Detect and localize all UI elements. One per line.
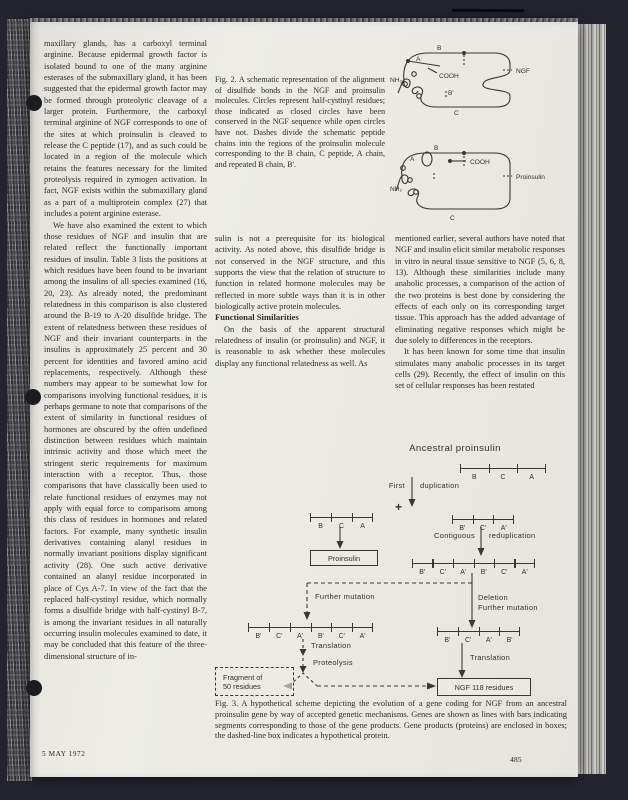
column-left	[44, 38, 207, 750]
label-cooh: COOH	[470, 159, 490, 166]
gene-segment-label: C	[339, 523, 344, 530]
gene-segment-label: A'	[485, 637, 492, 644]
label-nh2: NH₂	[390, 77, 403, 84]
label-proteolysis: Proteolysis	[313, 658, 353, 667]
section-heading: Functional Similarities	[215, 312, 299, 323]
gene-segment-label: C'	[479, 525, 487, 532]
label-a-chain: A	[410, 156, 415, 163]
fig2-caption: Fig. 2. A schematic representation of the alignment of disulfide bonds in the NGF and proinsulin molecules. Circles represent half-cystinyl residues; those indicated as closed circles have been conserved in the NGF sequence while open circles have not. Dashes divide the schematic peptide chains into the regions of the proinsulin molecule corresponding to the B chain, C peptide, A chain, and repeated B chain, B'.	[215, 75, 385, 169]
label-b-prime: B'	[448, 90, 454, 97]
label-plus: +	[395, 500, 403, 514]
label-translation-left: Translation	[311, 641, 352, 650]
ngf-schematic	[390, 45, 530, 117]
fig3-title: Ancestral proinsulin	[409, 443, 501, 454]
label-c-peptide: C	[450, 215, 455, 222]
gene-segment-label: B'	[459, 525, 466, 532]
gene-line-reduplicated	[412, 559, 535, 576]
paragraph: We have also examined the extent to which those residues of NGF and insulin that are related reflect the functionally important residues of insulin. Table 3 lists the positions at which residues have been found to be invariant among the insulins of all species examined (16, 20, 23). As already noted, the predominant relatedness in this comparison is also clustered around the B-19 to A-20 disulfide bridge. The extent of relatedness between these residues of NGF and their invariant counterparts in the insulins is approximately 25 percent and 30 percent for identities and favored amino acid replacements, respectively. Although these numbers may appear to be somewhat low for comparisons involving functional residues, it is perhaps germane to note that comparisons of the extent of similarity in functional residues of hormones are obscured by the often undefined distinction between residues which maintain intrinsic activity and those which meet the stringent steric requirements for maximum interaction with a receptor. Thus, those comparisons that have classically been used to relate functional residues of enzymes may not apply with equal force to comparisons among this class of residues in hormones and related factors. For example, many synthetic insulin derivatives containing alanyl residues in normally invariant positions display significant activity (28). One such active derivative contained an alanyl residue incorporated in place of Cys A-7. In view of the fact that the replaced half-cystinyl residue, which normally forms a disulfide bridge with half-cystinyl B-7, is among the invariant residues in all naturally occurring insulin molecules examined to date, it may be concluded that this feature of the three-dimensional structure of in-	[44, 220, 207, 661]
paragraph: maxillary glands, has a carboxyl terminal arginine. Because epidermal growth factor is isolated bound to one of the many arginine esterases of the submaxillary gland, it has been suggested that the epidermal growth factor may be formed through proteolytic cleavage of a larger protein. Furthermore, the carboxyl terminal arginine of NGF corresponds to one of the sites at which proinsulin is cleaved to release the C peptide (17), and as such could be located in a region of the molecule which retains the features necessary for the limited proteolysis required in zymogen activation. In fact, NGF exists within the submaxillary gland as a part of a multiprotein complex (27) that includes a potent arginine esterase.	[44, 39, 207, 219]
label-further-mutation-left: Further mutation	[315, 592, 375, 601]
ink-dot	[26, 680, 42, 696]
proinsulin-box-label: Proinsulin	[327, 553, 361, 563]
label-c-peptide: C	[454, 110, 459, 117]
fragment-box-line2: 50 residues	[223, 681, 261, 691]
label-a-chain: A	[416, 56, 421, 63]
label-reduplication: reduplication	[489, 531, 536, 540]
gene-segment-label: A'	[521, 569, 528, 576]
gene-segment-label: C'	[501, 569, 508, 576]
label-proinsulin: Proinsulin	[516, 174, 545, 181]
gene-line-mutated	[248, 623, 373, 640]
paper-page	[30, 22, 578, 777]
fig3-diagram	[215, 443, 577, 700]
gene-segment-label: C'	[464, 637, 472, 644]
label-nh2: NH₂	[390, 186, 403, 193]
column-right	[395, 233, 565, 447]
gene-segment-label: A'	[297, 633, 304, 640]
label-further-mutation-right: Further mutation	[478, 603, 538, 612]
gene-segment-label: B	[472, 474, 477, 481]
fragment-box-line1: Fragment of	[223, 672, 263, 682]
page-number: 485	[510, 755, 522, 764]
ink-dot	[25, 389, 41, 405]
label-translation-right: Translation	[470, 653, 511, 662]
gene-segment-label: C	[500, 474, 506, 481]
label-b-chain: B	[437, 45, 442, 52]
ink-dot	[26, 95, 42, 111]
label-ngf: NGF	[516, 68, 530, 75]
fig2-schematics	[390, 33, 578, 238]
gene-line-original	[310, 513, 373, 530]
proinsulin-box	[310, 550, 378, 566]
label-cooh: COOH	[439, 73, 459, 80]
gene-segment-label: B	[318, 523, 323, 530]
gene-line-ancestral	[460, 464, 546, 481]
ngf-box-label: NGF 118 residues	[454, 682, 514, 692]
gene-segment-label: A	[360, 523, 365, 530]
fragment-box	[215, 667, 294, 696]
gene-segment-label: B'	[480, 569, 487, 576]
gene-segment-label: B'	[255, 633, 262, 640]
paragraph: mentioned earlier, several authors have noted that NGF and insulin elicit similar metabolic responses in vitro in neural tissue sensitive to NGF (5, 6, 8, 13). Although these similarities include many anabolic processes, a comparison of the action of the two proteins is best done by considering the effects of each only on its corresponding target tissue. This approach has the added advantage of eliminating negative responses which might be due solely to differences in the receptors.	[395, 234, 565, 346]
label-duplication: duplication	[420, 481, 460, 490]
label-deletion: Deletion	[478, 593, 508, 602]
fig3-caption: Fig. 3. A hypothetical scheme depicting the evolution of a gene coding for NGF from an ancestral proinsulin gene by way of accepted genetic mechanisms. Genes are shown as lines with bars indicating segments corresponding to those of the gene products. Gene products (proteins) are enclosed in boxes; the dashed-line box indicates a hypothetical protein.	[215, 699, 567, 741]
label-contiguous: Contiguous	[434, 531, 475, 540]
gene-segment-label: B'	[444, 637, 451, 644]
gene-segment-label: B'	[317, 633, 324, 640]
page-stack-edge	[578, 24, 606, 774]
scan-artifact-line	[452, 9, 524, 13]
gene-line-duplicate	[452, 515, 514, 532]
gene-segment-label: B'	[419, 569, 426, 576]
label-b-chain: B	[434, 145, 439, 152]
fig2-diagram	[390, 33, 578, 238]
column-middle	[215, 233, 385, 445]
ngf-box	[437, 678, 531, 696]
footer-date: 5 MAY 1972	[42, 750, 86, 758]
gene-segment-label: A	[529, 474, 534, 481]
gene-line-deleted	[437, 627, 520, 644]
gene-segment-label: A'	[359, 633, 366, 640]
paragraph: sulin is not a prerequisite for its biological activity. As noted above, this disulfide bridge is not conserved in the NGF structure, and this supports the view that the relation of structure to function in related hormone molecules may be reflected in more subtle ways than it is in other biologically active protein molecules.	[215, 234, 385, 312]
gene-segment-label: C'	[276, 633, 283, 640]
proinsulin-schematic	[390, 145, 545, 222]
gene-segment-label: C'	[439, 569, 446, 576]
gene-segment-label: B'	[506, 637, 513, 644]
paragraph: It has been known for some time that insulin stimulates many anabolic processes in its target cells (29). Recently, the effect of insulin on this set of cellular responses has been restated	[395, 347, 565, 391]
gene-segment-label: A'	[500, 525, 507, 532]
gene-segment-label: C'	[338, 633, 345, 640]
label-first: First	[388, 481, 405, 490]
gene-segment-label: A'	[460, 569, 467, 576]
paragraph: On the basis of the apparent structural relatedness of insulin (or proinsulin) and NGF, it is reasonable to ask whether these molecules display any functional relatedness as well. As	[215, 324, 385, 368]
